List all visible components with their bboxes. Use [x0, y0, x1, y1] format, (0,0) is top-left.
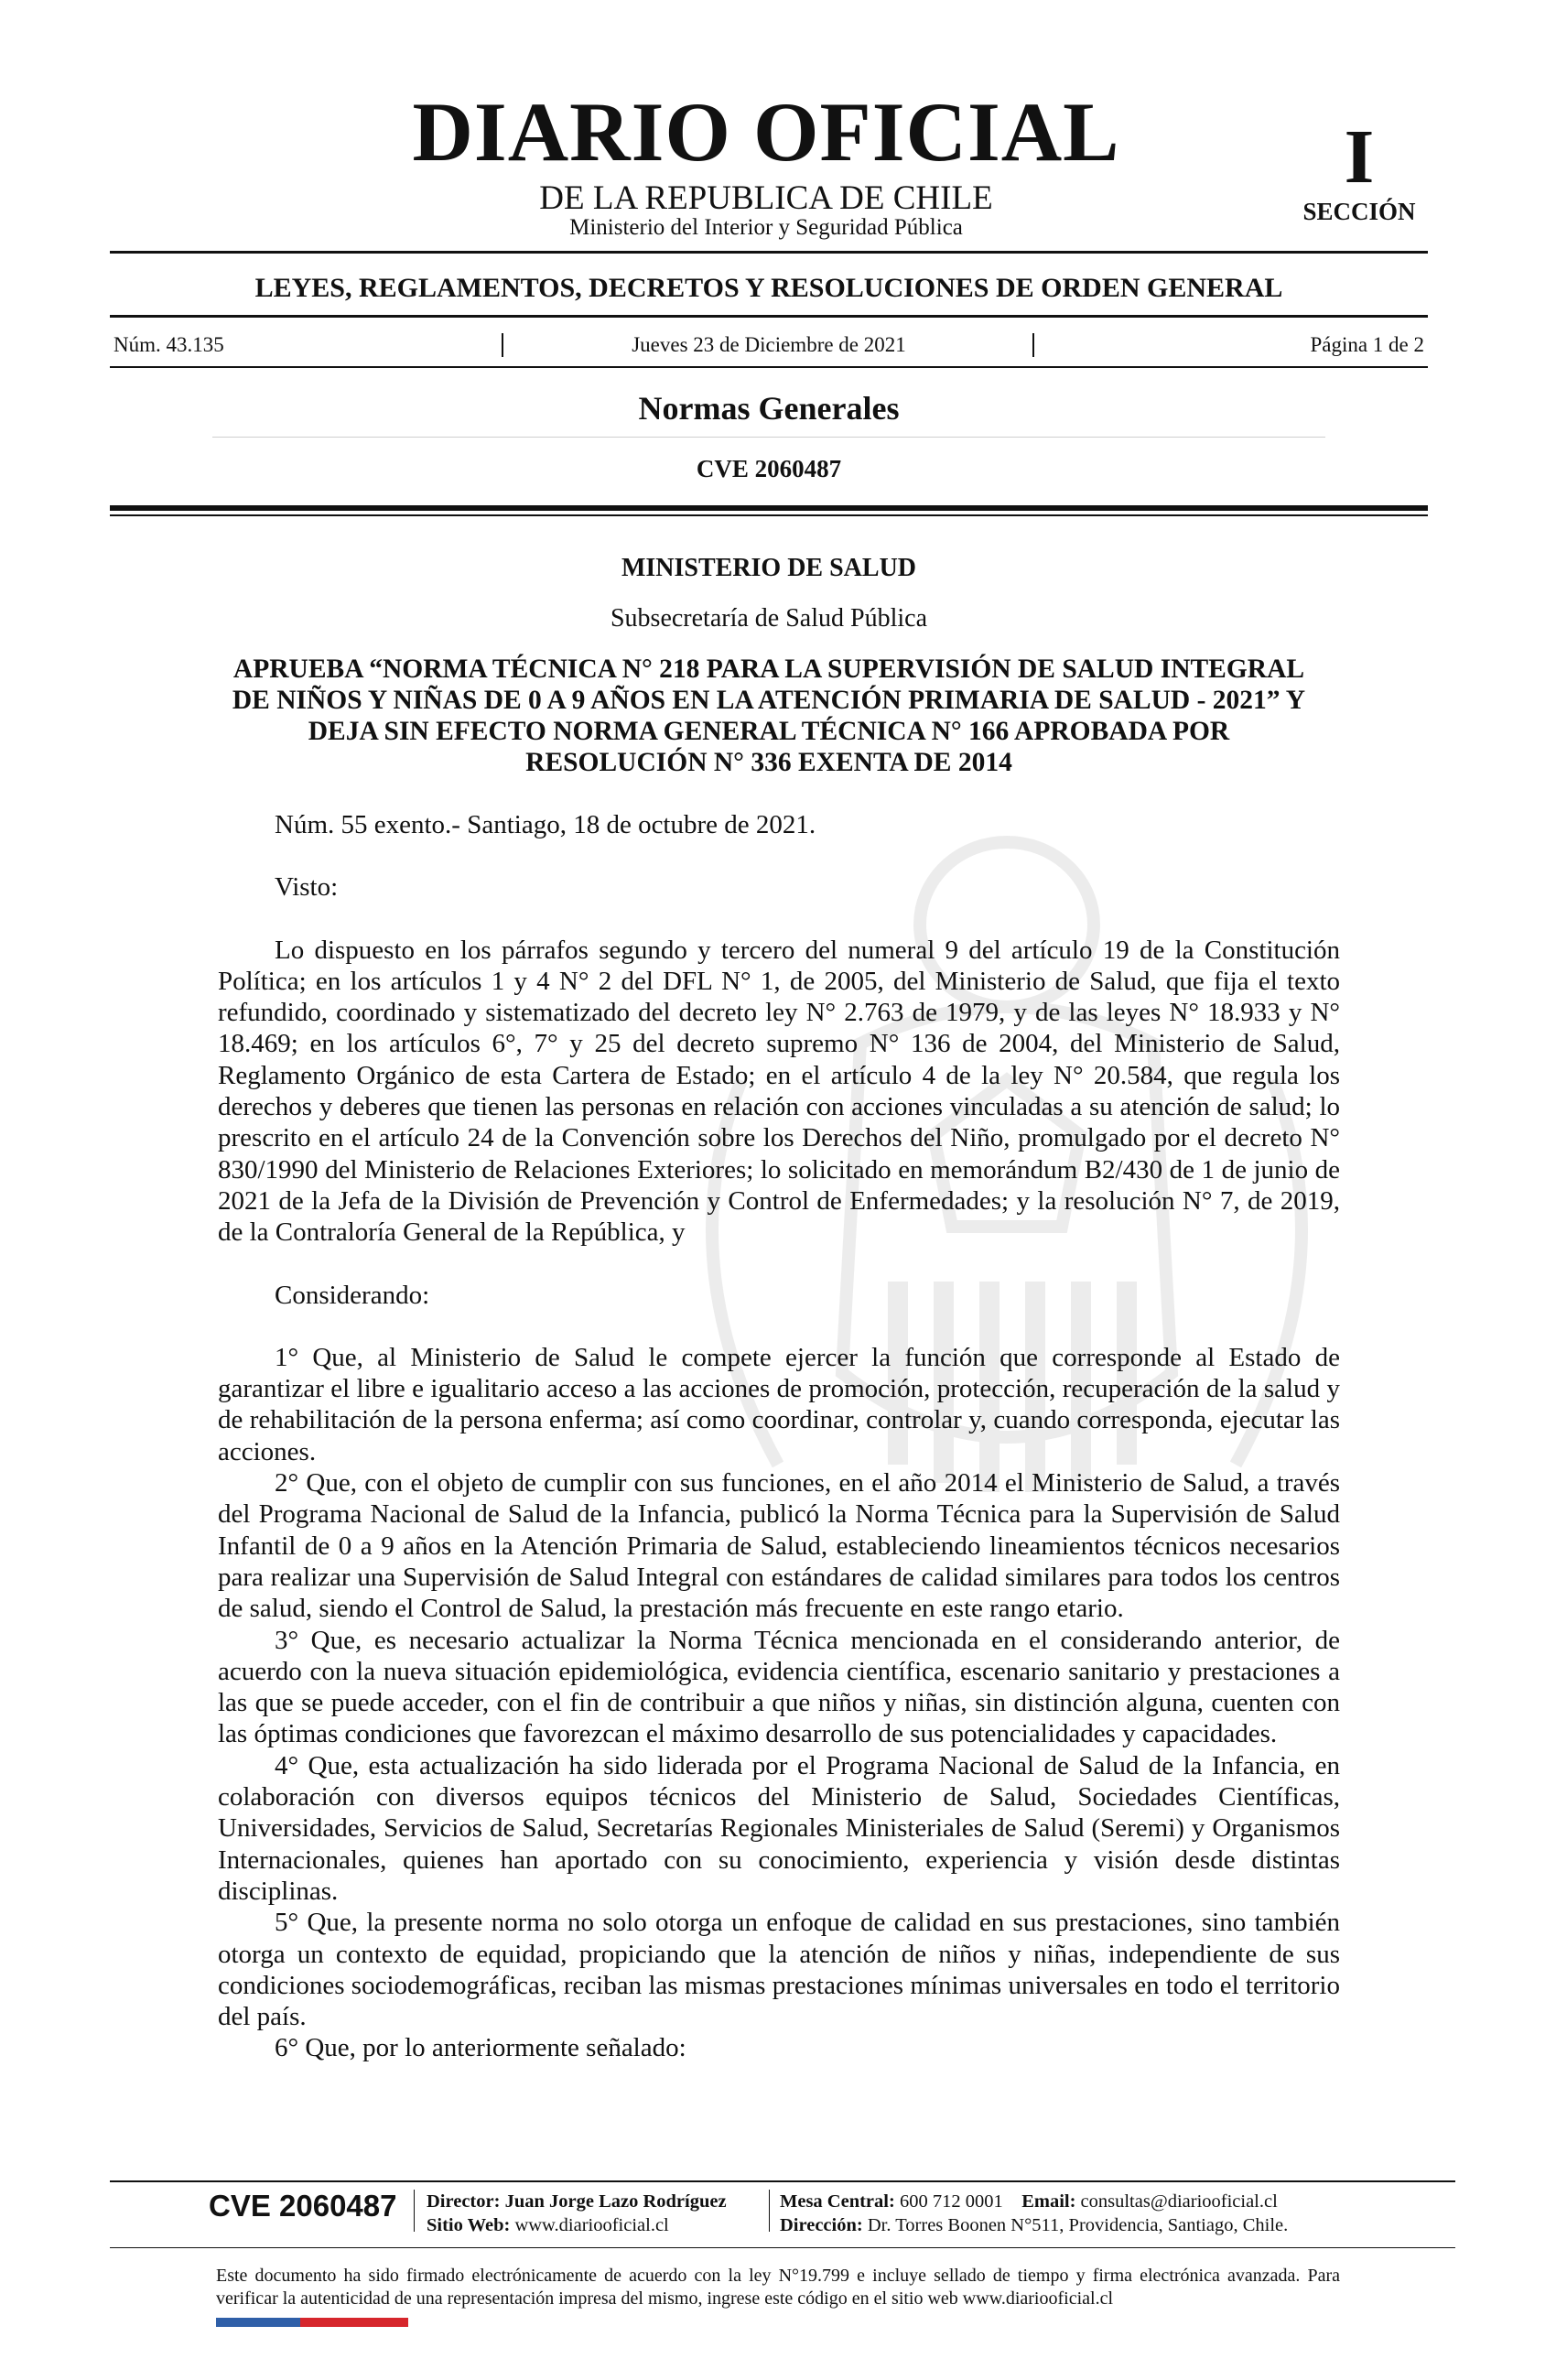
considerando-item: 6° Que, por lo anteriormente señalado: [275, 2033, 686, 2063]
section-label: SECCIÓN [1302, 198, 1416, 225]
footer-rule-top [110, 2180, 1455, 2182]
considerando-item: 4° Que, esta actualización ha sido liderada por el Programa Nacional de Salud de la Infancia, en colaboración con diversos equipos técnicos del Ministerio de Salud, Sociedades Científicas, Universidades, Servicios de Salud, Secretarías Regionales Ministeriales de Salud (Seremi) y Organismos Internacionales, quienes han aportado con su conocimiento, experiencia y visión desde distintas disciplinas. [218, 1750, 1340, 1906]
footer-contact-block [780, 2190, 1288, 2237]
page-indicator: Página 1 de 2 [1310, 333, 1424, 356]
considerando-heading: Considerando: [275, 1280, 430, 1310]
footer-director-block [427, 2190, 727, 2237]
flag-red-stripe [300, 2318, 408, 2327]
issue-divider-right [1032, 333, 1034, 357]
visto-heading: Visto: [275, 872, 339, 903]
address-label: Dirección: [780, 2215, 863, 2235]
masthead-ministry: Ministerio del Interior y Seguridad Pública [569, 215, 963, 240]
website-link[interactable]: www.diariooficial.cl [514, 2215, 669, 2235]
double-rule-thick [110, 505, 1428, 511]
considerando-item: 3° Que, es necesario actualizar la Norma Técnica mencionada en el considerando anterior, de acuerdo con la nueva situación epidemiológica, evidencia científica, escenario sanitario y prestaciones a las que se puede acceder, con el fin de contribuir a que niños y niñas, sin distinción alguna, cuenten con las óptimas condiciones que favorezcan el máximo desarrollo de sus potencialidades y capacidades. [218, 1625, 1340, 1749]
masthead-title: DIARIO OFICIAL [412, 85, 1120, 178]
considerando-item: 2° Que, con el objeto de cumplir con sus funciones, en el año 2014 el Ministerio de Salud, a través del Programa Nacional de Salud de la Infancia, publicó la Norma Técnica para la Supervisión de Salud Infantil de 0 a 9 años en la Atención Primaria de Salud, estableciendo lineamientos técnicos necesarios para realizar una Supervisión de Salud Integral con estándares de calidad similares para todos los centros de salud, siendo el Control de Salud, la prestación más frecuente en este rango etario. [218, 1468, 1340, 1624]
resolution-title: APRUEBA “NORMA TÉCNICA N° 218 PARA LA SUPERVISIÓN DE SALUD INTEGRAL DE NIÑOS Y NIÑAS DE 0 A 9 AÑOS EN LA ATENCIÓN PRIMARIA DE SALUD - 2021” Y DEJA SIN EFECTO NORMA GENERAL TÉCNICA N° 166 APROBADA POR RESOLUCIÓN N° 336 EXENTA DE 2014 [232, 654, 1306, 777]
address-text: Dr. Torres Boonen N°511, Providencia, Santiago, Chile. [867, 2215, 1289, 2235]
ministry-heading: MINISTERIO DE SALUD [621, 554, 917, 582]
visto-paragraph: Lo dispuesto en los párrafos segundo y tercero del numeral 9 del artículo 19 de la Constitución Política; en los artículos 1 y 4 N° 2 del DFL N° 1, de 2005, del Ministerio de Salud, que fija el texto refundido, coordinado y sistematizado del decreto ley N° 2.763 de 1979, y de las leyes N° 18.933 y N° 18.469; en los artículos 6°, 7° y 25 del decreto supremo N° 136 de 2004, del Ministerio de Salud, Reglamento Orgánico de esta Cartera de Estado; en el artículo 4 de la ley N° 20.584, que regula los derechos y deberes que tienen las personas en relación con acciones vinculadas a su atención de salud; lo prescrito en el artículo 24 de la Convención sobre los Derechos del Niño, promulgado por el decreto N° 830/1990 del Ministerio de Relaciones Exteriores; lo solicitado en memorándum B2/430 de 1 de junio de 2021 de la Jefa de la División de Prevención y Control de Enfermedades; y la resolución N° 7, de 2019, de la Contraloría General de la República, y [218, 935, 1340, 1248]
considerando-item: 5° Que, la presente norma no solo otorga un enfoque de calidad en sus prestaciones, sino también otorga un contexto de equidad, propiciando que la atención de niños y niñas, independiente de sus condiciones sociodemográficas, reciban las mismas prestaciones mínimas universales en todo el territorio del país. [218, 1908, 1340, 2032]
phone-label: Mesa Central: [780, 2191, 895, 2212]
chile-flag-bar [216, 2318, 408, 2327]
resolution-body [218, 809, 1340, 2064]
section-title-underline [212, 437, 1325, 438]
legal-note: Este documento ha sido firmado electrónicamente de acuerdo con la ley N°19.799 e incluye sellado de tiempo y firma electrónica avanzada. Para verificar la autenticidad de una representación impresa del mismo, ingrese este código en el sitio web www.diariooficial.cl [216, 2266, 1340, 2309]
considerando-item: 1° Que, al Ministerio de Salud le compete ejercer la función que corresponde al Estado de garantizar el libre e igualitario acceso a las acciones de promoción, protección, recuperación de la salud y de rehabilitación de la persona enferma; así como coordinar, controlar y, cuando corresponda, ejecutar las acciones. [218, 1342, 1340, 1466]
website-label: Sitio Web: [427, 2215, 511, 2235]
category-rule-top [110, 315, 1428, 318]
masthead-subtitle: DE LA REPUBLICA DE CHILE [539, 179, 993, 217]
issue-date: Jueves 23 de Diciembre de 2021 [632, 333, 906, 356]
subsecretaria-heading: Subsecretaría de Salud Pública [610, 604, 927, 633]
section-title: Normas Generales [638, 390, 900, 427]
phone-number: 600 712 0001 [899, 2191, 1003, 2212]
cve-code: CVE 2060487 [696, 455, 842, 482]
flag-blue-stripe [216, 2318, 300, 2327]
section-numeral: I [1344, 114, 1375, 200]
issue-rule [110, 366, 1428, 368]
double-rule-thin [110, 514, 1428, 516]
email-label: Email: [1021, 2191, 1076, 2212]
footer-cve-code: CVE 2060487 [209, 2189, 397, 2223]
email-link[interactable]: consultas@diariooficial.cl [1080, 2191, 1278, 2212]
footer-divider-2 [769, 2190, 770, 2232]
footer-rule-mid [110, 2247, 1455, 2248]
director-label: Director: [427, 2191, 501, 2212]
number-line: Núm. 55 exento.- Santiago, 18 de octubre de 2021. [275, 810, 816, 839]
issue-number: Núm. 43.135 [113, 333, 224, 356]
category-heading: LEYES, REGLAMENTOS, DECRETOS Y RESOLUCIONES DE ORDEN GENERAL [254, 273, 1283, 303]
masthead-rule [110, 251, 1428, 254]
footer-divider-1 [414, 2190, 415, 2232]
director-name: Juan Jorge Lazo Rodríguez [504, 2191, 727, 2212]
issue-divider-left [502, 333, 503, 357]
